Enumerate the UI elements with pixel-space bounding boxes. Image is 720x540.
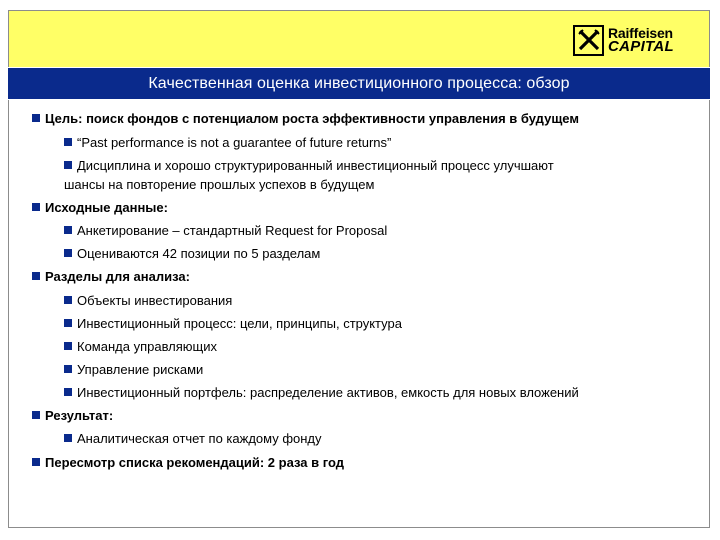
list-item: Управление рисками (64, 362, 203, 378)
square-bullet-icon (32, 203, 40, 211)
logo-subname: CAPITAL (608, 38, 674, 55)
square-bullet-icon (64, 138, 72, 146)
square-bullet-icon (64, 226, 72, 234)
square-bullet-icon (64, 161, 72, 169)
square-bullet-icon (32, 411, 40, 419)
square-bullet-icon (64, 249, 72, 257)
list-item-continuation: шансы на повторение прошлых успехов в будущем (64, 177, 375, 192)
list-item: “Past performance is not a guarantee of future returns” (64, 135, 391, 151)
square-bullet-icon (64, 388, 72, 396)
square-bullet-icon (32, 114, 40, 122)
list-item: Исходные данные: (32, 200, 168, 216)
square-bullet-icon (32, 458, 40, 466)
list-item: Анкетирование – стандартный Request for Proposal (64, 223, 387, 239)
list-item: Инвестиционный процесс: цели, принципы, структура (64, 316, 402, 332)
list-item: Команда управляющих (64, 339, 217, 355)
list-item: Разделы для анализа: (32, 269, 190, 285)
square-bullet-icon (64, 434, 72, 442)
square-bullet-icon (64, 296, 72, 304)
list-item: Оцениваются 42 позиции по 5 разделам (64, 246, 320, 262)
list-item: Аналитическая отчет по каждому фонду (64, 431, 322, 447)
square-bullet-icon (32, 272, 40, 280)
square-bullet-icon (64, 319, 72, 327)
slide-title: Качественная оценка инвестиционного процесса: обзор (148, 74, 570, 92)
logo-name: Raiffeisen (608, 25, 673, 41)
list-item: Инвестиционный портфель: распределение активов, емкость для новых вложений (64, 385, 579, 401)
list-item: Цель: поиск фондов с потенциалом роста эффективности управления в будущем (32, 111, 579, 127)
list-item: Результат: (32, 408, 113, 424)
square-bullet-icon (64, 342, 72, 350)
square-bullet-icon (64, 365, 72, 373)
list-item: Дисциплина и хорошо структурированный инвестиционный процесс улучшают (64, 158, 554, 174)
list-item: Пересмотр списка рекомендаций: 2 раза в год (32, 455, 344, 471)
list-item: Объекты инвестирования (64, 293, 232, 309)
